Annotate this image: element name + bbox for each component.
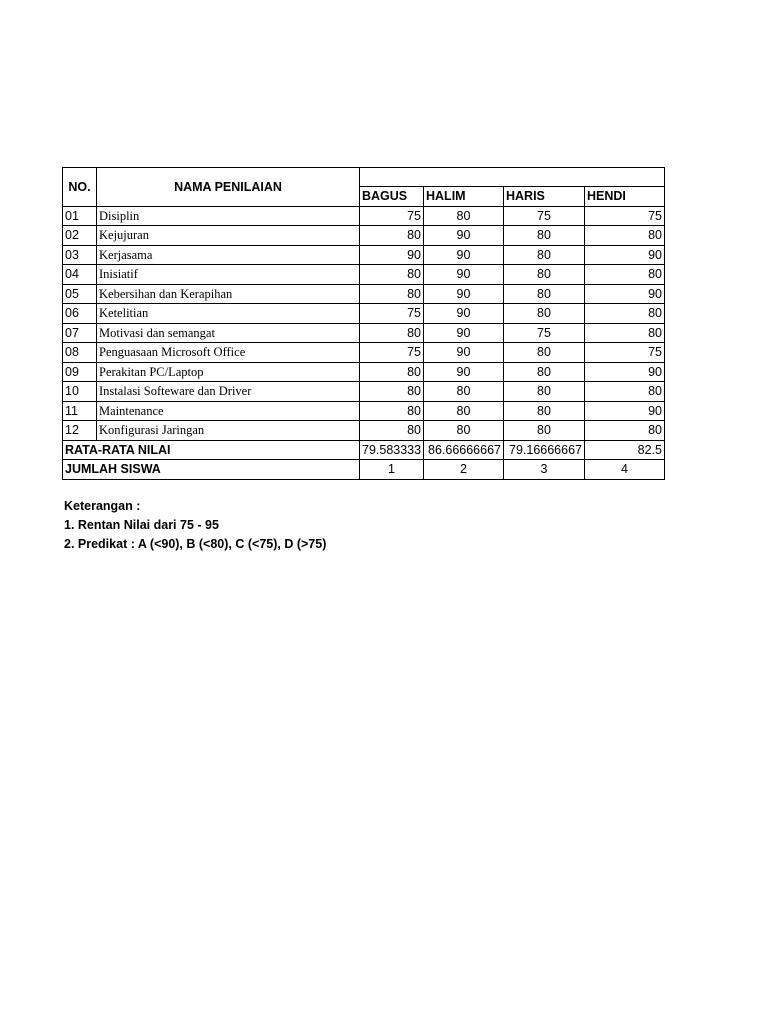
score-cell: 90 <box>424 284 504 304</box>
table-row <box>63 226 665 246</box>
score-cell: 90 <box>585 401 665 421</box>
row-criteria: Instalasi Softeware dan Driver <box>97 382 360 402</box>
average-cell: 82.5 <box>585 440 665 460</box>
score-cell: 80 <box>504 382 585 402</box>
score-cell: 80 <box>504 401 585 421</box>
row-number: 05 <box>63 284 97 304</box>
count-cell: 2 <box>424 460 504 480</box>
header-row <box>63 168 665 187</box>
score-cell: 90 <box>585 284 665 304</box>
table-row <box>63 323 665 343</box>
score-cell: 80 <box>360 284 424 304</box>
notes-line: 2. Predikat : A (<90), B (<80), C (<75), D (>75) <box>64 537 327 551</box>
score-cell: 80 <box>360 382 424 402</box>
row-criteria: Penguasaan Microsoft Office <box>97 343 360 363</box>
row-number: 07 <box>63 323 97 343</box>
average-cell: 86.66666667 <box>424 440 504 460</box>
row-criteria: Disiplin <box>97 206 360 226</box>
table-row <box>63 382 665 402</box>
score-cell: 75 <box>360 206 424 226</box>
score-cell: 80 <box>504 265 585 285</box>
score-cell: 80 <box>360 226 424 246</box>
average-label: RATA-RATA NILAI <box>63 440 360 460</box>
score-cell: 80 <box>360 362 424 382</box>
row-number: 12 <box>63 421 97 441</box>
count-cell: 1 <box>360 460 424 480</box>
score-cell: 80 <box>424 206 504 226</box>
score-cell: 75 <box>360 343 424 363</box>
score-table <box>62 167 665 480</box>
score-cell: 80 <box>585 226 665 246</box>
row-number: 10 <box>63 382 97 402</box>
row-number: 03 <box>63 245 97 265</box>
score-cell: 90 <box>424 323 504 343</box>
score-cell: 80 <box>504 226 585 246</box>
row-number: 08 <box>63 343 97 363</box>
row-number: 11 <box>63 401 97 421</box>
row-number: 04 <box>63 265 97 285</box>
score-cell: 80 <box>585 382 665 402</box>
row-criteria: Kerjasama <box>97 245 360 265</box>
student-header: HALIM <box>424 187 504 207</box>
score-cell: 80 <box>360 401 424 421</box>
score-cell: 80 <box>504 343 585 363</box>
score-cell: 75 <box>504 206 585 226</box>
row-number: 09 <box>63 362 97 382</box>
row-criteria: Maintenance <box>97 401 360 421</box>
score-cell: 80 <box>585 304 665 324</box>
row-criteria: Inisiatif <box>97 265 360 285</box>
count-cell: 3 <box>504 460 585 480</box>
table-row <box>63 362 665 382</box>
score-cell: 80 <box>504 421 585 441</box>
score-cell: 90 <box>424 245 504 265</box>
table-row <box>63 265 665 285</box>
row-number: 02 <box>63 226 97 246</box>
table-row <box>63 245 665 265</box>
score-cell: 80 <box>424 382 504 402</box>
row-criteria: Konfigurasi Jaringan <box>97 421 360 441</box>
score-cell: 90 <box>424 304 504 324</box>
notes <box>64 497 326 554</box>
score-cell: 80 <box>360 421 424 441</box>
row-number: 06 <box>63 304 97 324</box>
table-row <box>63 421 665 441</box>
table-row <box>63 304 665 324</box>
score-cell: 80 <box>585 323 665 343</box>
average-cell: 79.583333 <box>360 440 424 460</box>
score-cell: 80 <box>504 284 585 304</box>
col-no-header: NO. <box>63 168 97 207</box>
score-cell: 80 <box>504 362 585 382</box>
notes-line: 1. Rentan Nilai dari 75 - 95 <box>64 518 219 532</box>
table-row <box>63 206 665 226</box>
score-cell: 80 <box>504 304 585 324</box>
count-cell: 4 <box>585 460 665 480</box>
score-cell: 75 <box>585 206 665 226</box>
score-cell: 80 <box>585 265 665 285</box>
average-cell: 79.16666667 <box>504 440 585 460</box>
score-cell: 75 <box>360 304 424 324</box>
score-cell: 90 <box>424 362 504 382</box>
score-cell: 80 <box>424 421 504 441</box>
score-cell: 90 <box>360 245 424 265</box>
row-criteria: Kejujuran <box>97 226 360 246</box>
count-row <box>63 460 665 480</box>
score-cell: 90 <box>424 265 504 285</box>
score-cell: 75 <box>504 323 585 343</box>
row-criteria: Ketelitian <box>97 304 360 324</box>
student-header: HARIS <box>504 187 585 207</box>
row-criteria: Kebersihan dan Kerapihan <box>97 284 360 304</box>
student-header: BAGUS <box>360 187 424 207</box>
student-group-header <box>360 168 665 187</box>
score-cell: 90 <box>585 362 665 382</box>
row-criteria: Perakitan PC/Laptop <box>97 362 360 382</box>
col-name-header: NAMA PENILAIAN <box>97 168 360 207</box>
score-cell: 90 <box>585 245 665 265</box>
student-header: HENDI <box>585 187 665 207</box>
table-row <box>63 284 665 304</box>
score-cell: 90 <box>424 343 504 363</box>
table-row <box>63 401 665 421</box>
score-cell: 75 <box>585 343 665 363</box>
score-cell: 80 <box>360 265 424 285</box>
row-criteria: Motivasi dan semangat <box>97 323 360 343</box>
row-number: 01 <box>63 206 97 226</box>
average-row <box>63 440 665 460</box>
count-label: JUMLAH SISWA <box>63 460 360 480</box>
score-cell: 80 <box>585 421 665 441</box>
score-sheet <box>62 167 664 480</box>
table-row <box>63 343 665 363</box>
score-cell: 80 <box>424 401 504 421</box>
score-cell: 90 <box>424 226 504 246</box>
score-cell: 80 <box>360 323 424 343</box>
notes-title: Keterangan : <box>64 499 141 513</box>
score-cell: 80 <box>504 245 585 265</box>
